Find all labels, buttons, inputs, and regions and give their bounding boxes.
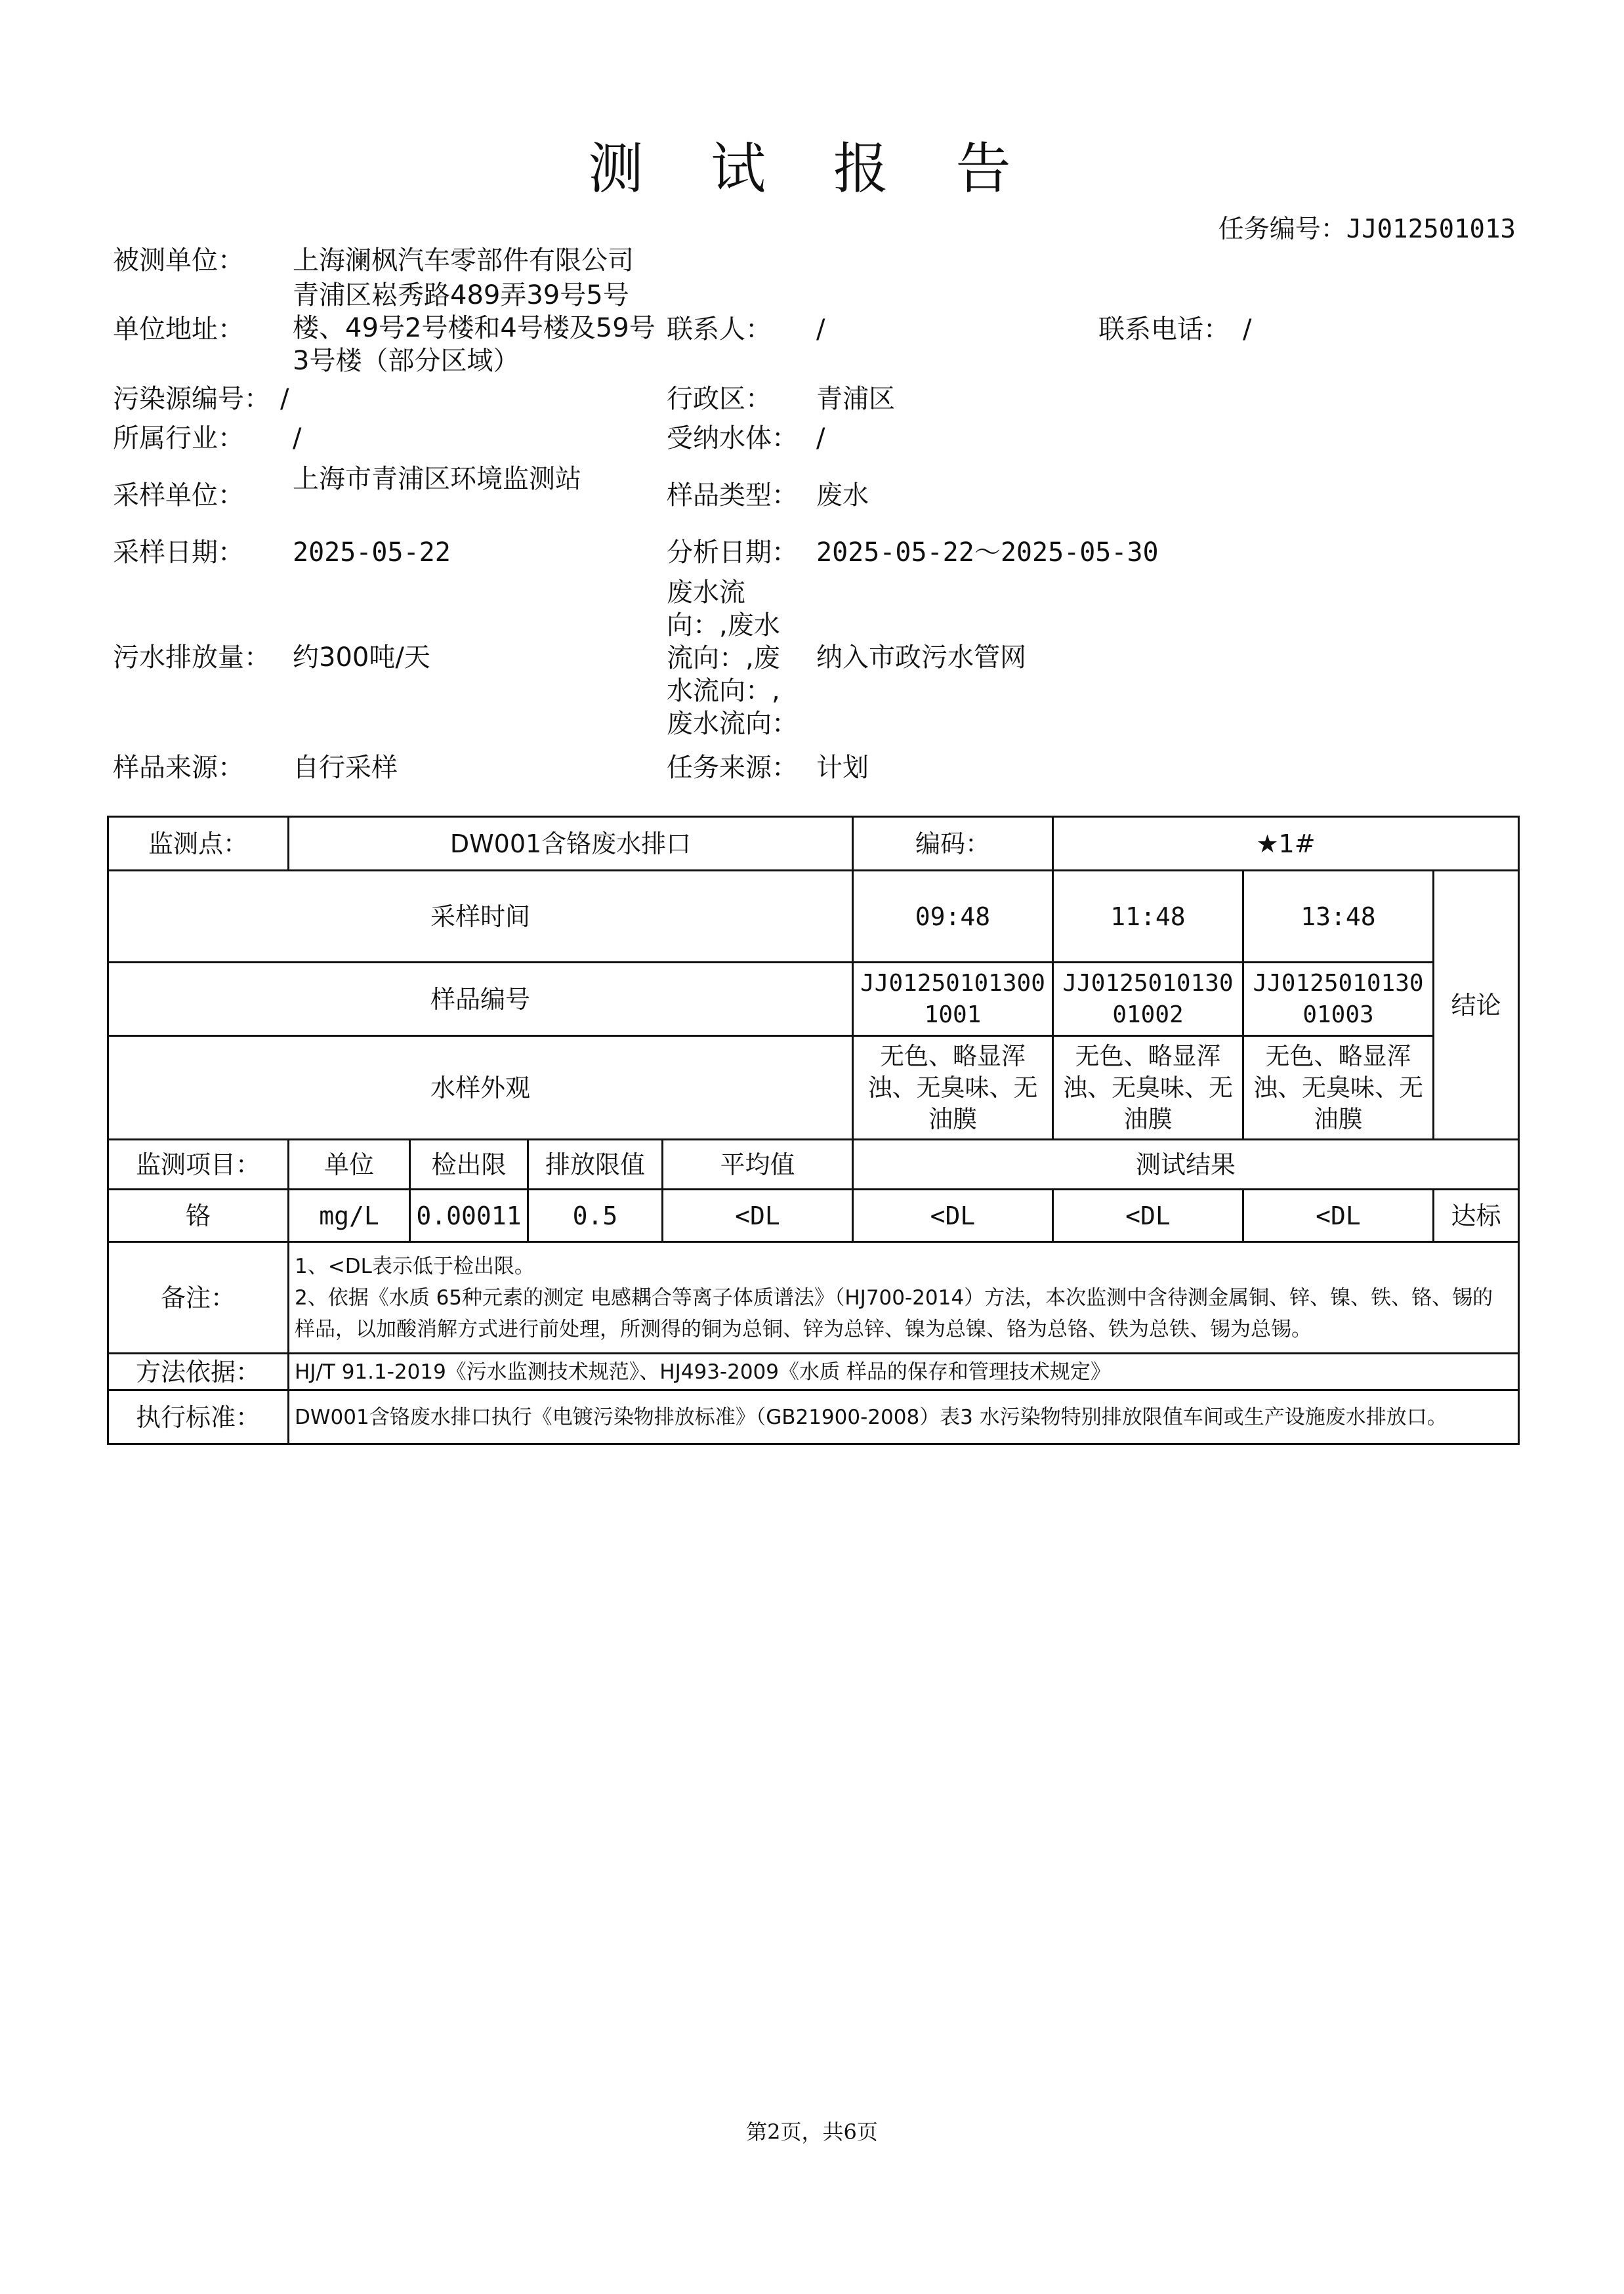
- flow-direction-label: 废水流向：,废水流向：,废水流向：,废水流向：: [667, 577, 798, 739]
- standard-label: 执行标准：: [108, 1390, 289, 1444]
- sampling-time-2: 11:48: [1053, 871, 1243, 963]
- page-title: 测 试 报 告: [588, 136, 1036, 201]
- industry-value: /: [293, 423, 302, 453]
- table-row: [108, 1190, 1519, 1242]
- sampling-time-3: 13:48: [1243, 871, 1434, 963]
- task-number-label: 任务编号：: [1218, 215, 1346, 244]
- sample-source-label: 样品来源：: [113, 753, 244, 783]
- sampling-date-label: 采样日期：: [113, 537, 244, 568]
- method-value: HJ/T 91.1-2019《污水监测技术规范》、HJ493-2009《水质 样品的保存和管理技术规定》: [289, 1354, 1519, 1390]
- pollution-id-value: /: [280, 384, 289, 414]
- conclusion-header: 结论: [1434, 871, 1519, 1140]
- phone-label: 联系电话：: [1098, 314, 1230, 344]
- header-average: 平均值: [663, 1140, 853, 1190]
- pollution-id-label: 污染源编号：: [113, 384, 270, 414]
- district-label: 行政区：: [667, 384, 772, 414]
- sample-type-label: 样品类型：: [667, 480, 798, 511]
- sample-type-value: 废水: [816, 480, 869, 511]
- task-number-value: JJ012501013: [1346, 215, 1516, 244]
- appearance-1: 无色、略显浑浊、无臭味、无油膜: [853, 1036, 1053, 1140]
- header-emission-limit: 排放限值: [528, 1140, 663, 1190]
- header-results: 测试结果: [853, 1140, 1519, 1190]
- monitor-point-label: 监测点：: [108, 817, 289, 871]
- code-value: ★1#: [1053, 817, 1519, 871]
- row-conclusion: 达标: [1434, 1190, 1519, 1242]
- tested-unit-label: 被测单位：: [113, 245, 244, 276]
- row-result-2: <DL: [1053, 1190, 1243, 1242]
- header-detection-limit: 检出限: [410, 1140, 528, 1190]
- remarks-label: 备注：: [108, 1242, 289, 1354]
- row-unit: mg/L: [289, 1190, 410, 1242]
- address-label: 单位地址：: [113, 314, 244, 344]
- sampling-unit-label: 采样单位：: [113, 480, 244, 511]
- remark-2: 2、依据《水质 65种元素的测定 电感耦合等离子体质谱法》（HJ700-2014）方法，本次监测中含待测金属铜、锌、镍、铁、铬、锡的样品，以加酸消解方式进行前处理，所测得的铜为总铜、锌为总锌、镍为总镍、铬为总铬、铁为总铁、锡为总锡。: [295, 1285, 1493, 1341]
- results-table: [107, 816, 1520, 1445]
- discharge-value: 约300吨/天: [293, 642, 430, 673]
- monitor-point-value: DW001含铬废水排口: [289, 817, 853, 871]
- row-result-1: <DL: [853, 1190, 1053, 1242]
- row-item: 铬: [108, 1190, 289, 1242]
- receiving-water-value: /: [816, 423, 825, 453]
- sampling-unit-value: 上海市青浦区环境监测站: [293, 464, 581, 494]
- sample-no-1: JJ012501013001001: [853, 963, 1053, 1036]
- sample-source-value: 自行采样: [293, 753, 398, 783]
- contact-value: /: [816, 314, 825, 344]
- row-detection-limit: 0.00011: [410, 1190, 528, 1242]
- industry-label: 所属行业：: [113, 423, 244, 453]
- method-label: 方法依据：: [108, 1354, 289, 1390]
- tested-unit-value: 上海澜枫汽车零部件有限公司: [293, 245, 634, 276]
- header-item: 监测项目：: [108, 1140, 289, 1190]
- task-source-value: 计划: [816, 753, 869, 783]
- address-value: 青浦区崧秀路489弄39号5号楼、49号2号楼和4号楼及59号3号楼（部分区域）: [293, 280, 656, 376]
- sample-no-2: JJ012501013001002: [1053, 963, 1243, 1036]
- analysis-date-label: 分析日期：: [667, 537, 798, 568]
- remark-1: 1、<DL表示低于检出限。: [295, 1254, 535, 1278]
- page-footer: 第2页，共6页: [746, 2119, 878, 2144]
- row-result-3: <DL: [1243, 1190, 1434, 1242]
- contact-label: 联系人：: [667, 314, 772, 344]
- discharge-label: 污水排放量：: [113, 642, 270, 673]
- header-unit: 单位: [289, 1140, 410, 1190]
- sample-no-3: JJ012501013001003: [1243, 963, 1434, 1036]
- analysis-date-value: 2025-05-22～2025-05-30: [816, 537, 1159, 568]
- district-value: 青浦区: [816, 384, 895, 414]
- task-source-label: 任务来源：: [667, 753, 798, 783]
- appearance-2: 无色、略显浑浊、无臭味、无油膜: [1053, 1036, 1243, 1140]
- sampling-time-1: 09:48: [853, 871, 1053, 963]
- appearance-3: 无色、略显浑浊、无臭味、无油膜: [1243, 1036, 1434, 1140]
- phone-value: /: [1243, 314, 1252, 344]
- row-emission-limit: 0.5: [528, 1190, 663, 1242]
- receiving-water-label: 受纳水体：: [667, 423, 798, 453]
- sample-no-label: 样品编号: [108, 963, 853, 1036]
- code-label: 编码：: [853, 817, 1053, 871]
- appearance-label: 水样外观: [108, 1036, 853, 1140]
- sampling-time-label: 采样时间: [108, 871, 853, 963]
- sampling-date-value: 2025-05-22: [293, 537, 451, 568]
- info-block: [0, 0, 1624, 801]
- remarks-content: [289, 1242, 1519, 1354]
- row-average: <DL: [663, 1190, 853, 1242]
- standard-value: DW001含铬废水排口执行《电镀污染物排放标准》（GB21900-2008）表3 水污染物特别排放限值车间或生产设施废水排放口。: [289, 1390, 1519, 1444]
- flow-direction-value: 纳入市政污水管网: [816, 642, 1026, 673]
